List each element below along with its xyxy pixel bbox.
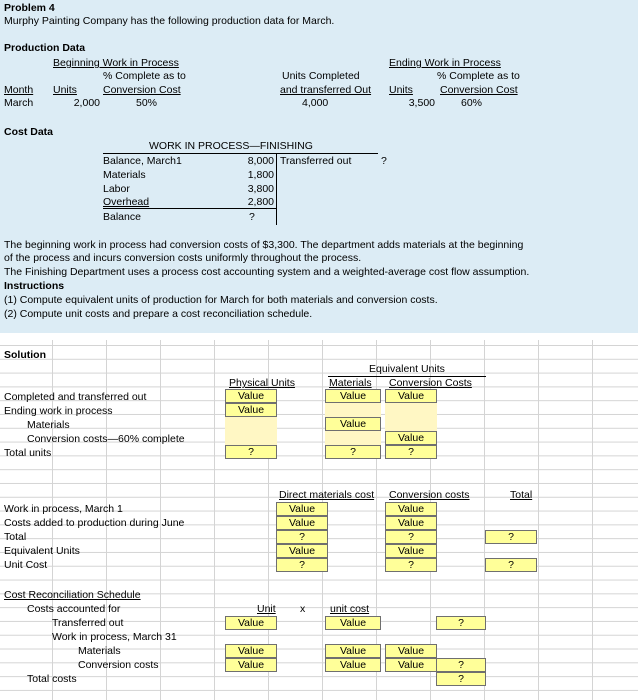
conversion-fill xyxy=(385,403,437,431)
ewip-units-input[interactable]: Value xyxy=(225,403,277,417)
x-heading: x xyxy=(300,603,306,615)
solution-heading: Solution xyxy=(4,349,46,361)
instructions-heading: Instructions xyxy=(4,280,65,292)
total-unit-cost-input[interactable]: ? xyxy=(485,558,537,572)
col-units: Units xyxy=(53,84,77,96)
recon-materials-units-input[interactable]: Value xyxy=(225,644,277,658)
wip-march31-label: Work in process, March 31 xyxy=(52,631,177,643)
ewip-materials-input[interactable]: Value xyxy=(325,417,381,431)
taccount-amount: 2,800 xyxy=(247,196,274,208)
row-ewip-pct: 60% xyxy=(461,97,483,109)
recon-total-costs-input[interactable]: ? xyxy=(436,672,486,686)
bwip-conv-heading: Conversion Cost xyxy=(103,84,181,96)
recon-materials-value-input[interactable]: Value xyxy=(385,644,437,658)
recon-conv-label: Conversion costs xyxy=(78,659,159,671)
units-completed-heading-1: Units Completed xyxy=(282,70,360,82)
taccount-credit-label: Transferred out xyxy=(280,155,352,167)
recon-conv-units-input[interactable]: Value xyxy=(225,658,277,672)
total-materials-input[interactable]: ? xyxy=(325,445,381,459)
costs-accounted-label: Costs accounted for xyxy=(27,603,121,615)
materials-fill xyxy=(325,431,381,445)
dm-total-input[interactable]: ? xyxy=(276,530,328,544)
physical-units-fill xyxy=(225,417,277,445)
row-completed-label: Completed and transferred out xyxy=(4,391,147,403)
ewip-heading: Ending Work in Process xyxy=(389,57,501,69)
paragraph-3: The Finishing Department uses a process cost accounting system and a weighted-average cost flow assumption. xyxy=(4,266,530,278)
ewip-conversion-input[interactable]: Value xyxy=(385,431,437,445)
row-conv-label: Conversion costs—60% complete xyxy=(27,433,185,445)
recon-conv-unit-cost-input[interactable]: Value xyxy=(325,658,381,672)
physical-units-heading: Physical Units xyxy=(229,377,295,389)
row-ewip-label: Ending work in process xyxy=(4,405,113,417)
ewip-conv-heading: Conversion Cost xyxy=(440,84,518,96)
taccount-amount: ? xyxy=(249,211,255,223)
materials-heading: Materials xyxy=(329,377,372,389)
dm-wip-input[interactable]: Value xyxy=(276,502,328,516)
dm-added-input[interactable]: Value xyxy=(276,516,328,530)
recon-ewip-total-input[interactable]: ? xyxy=(436,658,486,672)
recon-materials-label: Materials xyxy=(78,645,121,657)
taccount-label: Balance xyxy=(103,211,141,223)
taccount-title: WORK IN PROCESS—FINISHING xyxy=(149,140,313,152)
taccount-center-rule xyxy=(276,153,277,225)
row-month: March xyxy=(4,97,34,109)
total-cost-input[interactable]: ? xyxy=(485,530,537,544)
row-completed: 4,000 xyxy=(302,97,329,109)
taccount-label: Overhead xyxy=(103,196,150,208)
row-materials-label: Materials xyxy=(27,419,70,431)
taccount-amount: 3,800 xyxy=(247,183,274,195)
cost-data-heading: Cost Data xyxy=(4,126,54,138)
taccount-top-rule xyxy=(103,153,378,154)
recon-transferred-unit-cost-input[interactable]: Value xyxy=(325,616,381,630)
instruction-1: (1) Compute equivalent units of production for March for both materials and conversion costs. xyxy=(4,294,438,306)
unit-heading: Unit xyxy=(257,603,276,615)
row-wip-march-label: Work in process, March 1 xyxy=(4,503,123,515)
total-units-input[interactable]: ? xyxy=(225,445,277,459)
conv-wip-input[interactable]: Value xyxy=(385,502,437,516)
conv-total-input[interactable]: ? xyxy=(385,530,437,544)
conv-eu-input[interactable]: Value xyxy=(385,544,437,558)
problem-panel xyxy=(0,0,638,333)
row-unit-cost-label: Unit Cost xyxy=(4,559,48,571)
recon-heading: Cost Reconciliation Schedule xyxy=(4,589,141,601)
completed-materials-input[interactable]: Value xyxy=(325,389,381,403)
taccount-credit-amount: ? xyxy=(381,155,387,167)
taccount-label: Balance, March1 xyxy=(103,155,182,167)
taccount-amount: 1,800 xyxy=(247,169,274,181)
bwip-heading: Beginning Work in Process xyxy=(53,57,179,69)
recon-materials-unit-cost-input[interactable]: Value xyxy=(325,644,381,658)
unit-cost-heading: unit cost xyxy=(330,603,370,615)
ewip-pct-heading: % Complete as to xyxy=(437,70,520,82)
conv-unit-cost-input[interactable]: ? xyxy=(385,558,437,572)
dm-eu-input[interactable]: Value xyxy=(276,544,328,558)
row-total-label: Total xyxy=(4,531,27,543)
paragraph-2: of the process and incurs conversion costs uniformly throughout the process. xyxy=(4,252,362,264)
total-costs-label: Total costs xyxy=(27,673,77,685)
recon-transferred-total-input[interactable]: ? xyxy=(436,616,486,630)
recon-conv-value-input[interactable]: Value xyxy=(385,658,437,672)
total-heading: Total xyxy=(510,489,533,501)
ewip-units-heading: Units xyxy=(389,84,413,96)
recon-transferred-units-input[interactable]: Value xyxy=(225,616,277,630)
paragraph-1: The beginning work in process had conversion costs of $3,300. The department adds materials at the beginning xyxy=(4,239,524,251)
taccount-label: Labor xyxy=(103,183,130,195)
instruction-2: (2) Compute unit costs and prepare a cost reconciliation schedule. xyxy=(4,308,313,320)
taccount-amount: 8,000 xyxy=(247,155,274,167)
eu-heading: Equivalent Units xyxy=(369,363,445,375)
conversion-costs-heading: Conversion Costs xyxy=(389,377,472,389)
completed-conversion-input[interactable]: Value xyxy=(385,389,437,403)
conv-added-input[interactable]: Value xyxy=(385,516,437,530)
row-bwip-pct: 50% xyxy=(136,97,158,109)
row-bwip-units: 2,000 xyxy=(73,97,100,109)
row-eu-label: Equivalent Units xyxy=(4,545,80,557)
units-completed-heading-2: and transferred Out xyxy=(280,84,372,96)
completed-units-input[interactable]: Value xyxy=(225,389,277,403)
transferred-out-label: Transferred out xyxy=(52,617,124,629)
taccount-label: Materials xyxy=(103,169,146,181)
row-added-label: Costs added to production during June xyxy=(4,517,185,529)
production-data-heading: Production Data xyxy=(4,42,86,54)
problem-intro: Murphy Painting Company has the following production data for March. xyxy=(4,15,335,27)
row-ewip-units: 3,500 xyxy=(408,97,435,109)
dm-cost-heading: Direct materials cost xyxy=(279,489,375,501)
dm-unit-cost-input[interactable]: ? xyxy=(276,558,328,572)
total-conversion-input[interactable]: ? xyxy=(385,445,437,459)
row-total-units-label: Total units xyxy=(4,447,52,459)
conv-costs-heading: Conversion costs xyxy=(389,489,470,501)
col-month: Month xyxy=(4,84,34,96)
problem-title: Problem 4 xyxy=(4,2,55,14)
bwip-pct-heading: % Complete as to xyxy=(103,70,186,82)
